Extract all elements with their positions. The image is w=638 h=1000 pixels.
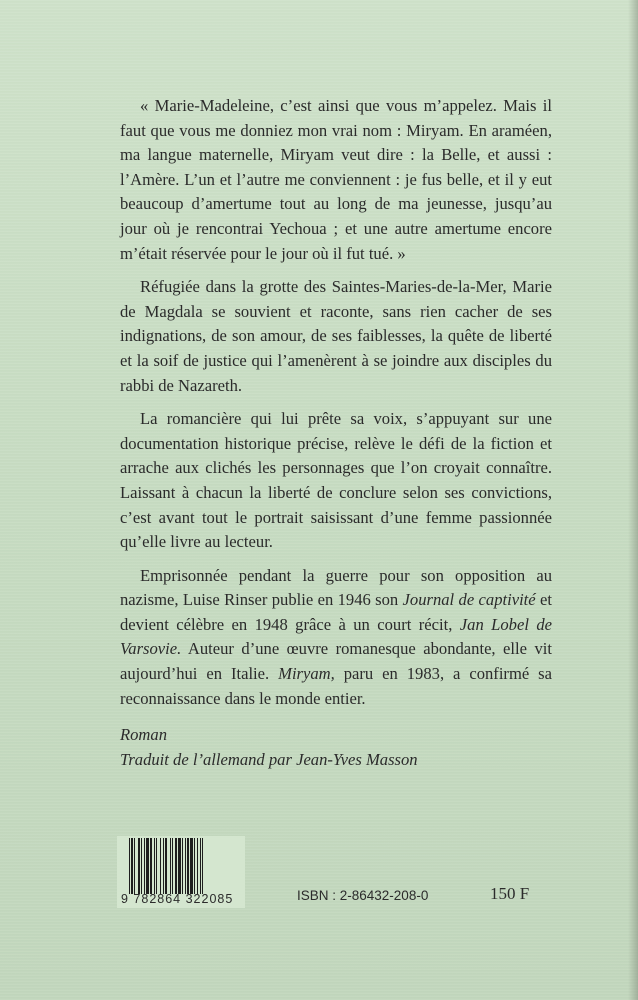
translator-credit: Traduit de l’allemand par Jean-Yves Masson xyxy=(120,749,418,769)
bio-title-journal: Journal de captivité xyxy=(402,590,536,610)
genre-label: Roman xyxy=(120,725,168,745)
barcode xyxy=(117,836,245,908)
author-voice-paragraph: La romancière qui lui prête sa voix, s’appuyant sur une documentation historique précise, relève le défi de la fiction et arrache aux clichés les personnages que l’on croyait connaître. Laissant à chacun la liberté de conclure selon ses convictions, c’est avant tout le portrait saisissant d’une femme passionnée qu’elle livre au lecteur. xyxy=(120,409,552,552)
summary-paragraph: Réfugiée dans la grotte des Saintes-Maries-de-la-Mer, Marie de Magdala se souvient et raconte, sans rien cacher de ses indignations, de son amour, de ses faiblesses, la quête de liberté et la soif de justice qui l’amenèrent à se joindre aux disciples du rabbi de Nazareth. xyxy=(120,277,552,395)
back-cover-text xyxy=(120,94,552,772)
barcode-digits: 9 782864 322085 xyxy=(121,892,234,906)
cover-edge-shadow xyxy=(628,0,638,1000)
bio-text-4: paru en 1983, a confirmé sa reconnaissance dans le monde entier. xyxy=(120,664,552,708)
credits xyxy=(120,723,552,772)
barcode-bars-icon xyxy=(129,838,243,894)
author-bio-paragraph xyxy=(120,564,552,712)
bio-title-miryam: Miryam, xyxy=(278,664,335,684)
bio-text-1: Emprisonnée pendant la guerre pour son opposition au nazisme, Luise Rinser publie en 1946 son xyxy=(120,565,552,610)
bio-title-jan-lobel: Jan Lobel de Varsovie. xyxy=(120,614,552,659)
price: 150 F xyxy=(490,884,530,903)
bio-text-3: Auteur d’une œuvre romanesque abondante, elle vit aujourd’hui en Italie. xyxy=(120,639,552,684)
bio-text-2: et devient célèbre en 1948 grâce à un court récit, xyxy=(120,590,552,634)
quote-paragraph: « Marie-Madeleine, c’est ainsi que vous m’appelez. Mais il faut que vous me donniez mon vrai nom : Miryam. En araméen, ma langue maternelle, Miryam veut dire : la Belle, et aussi : l’Amère. L’un et l’autre me conviennent : je fus belle, et il y eut beaucoup d’amertume tout au long de ma jeunesse, jusqu’au jour où je rencontrai Yechoua ; et une autre amertume encore m’était réservée pour le jour où il fut tué. » xyxy=(120,96,552,263)
isbn: ISBN : 2-86432-208-0 xyxy=(297,888,429,903)
